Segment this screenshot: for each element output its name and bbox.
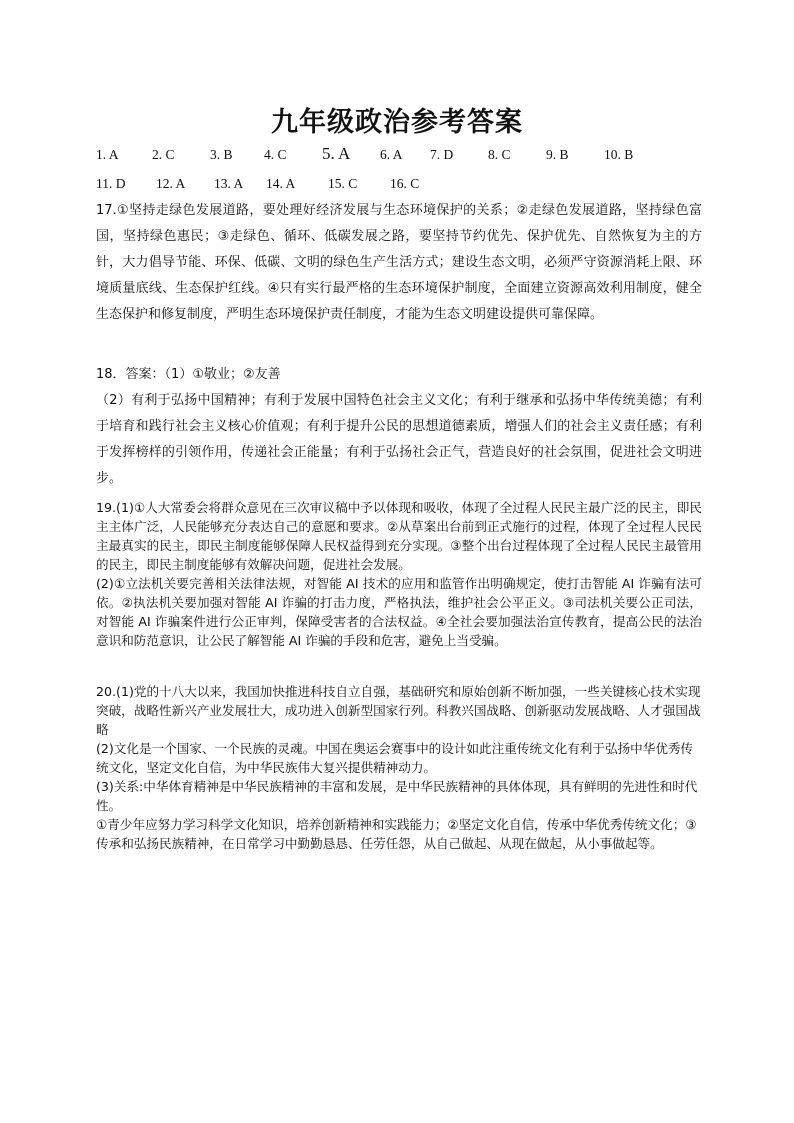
answer-item: 10. B [604, 147, 634, 162]
answer-20-part4: ①青少年应努力学习科学文化知识，培养创新精神和实践能力；②坚定文化自信，传承中华优秀传统文化；③传承和弘扬民族精神，在日常学习中勤勤恳恳、任劳任怨，从自己做起、从现在做起，从小事做起等。 [96, 817, 697, 851]
answer-item: 4. C [264, 147, 287, 162]
answer-item: 3. B [210, 147, 233, 162]
answer-19-part2: (2)①立法机关要完善相关法律法规，对智能 AI 技术的应用和监管作出明确规定，使打击智能 AI 诈骗有法可依。②执法机关要加强对智能 AI 诈骗的打击力度，严格执法，维护社会公平正义。③司法机关要公正司法，对智能 AI 诈骗案件进行公正审判，保障受害者的合法权益。④全社会要加强法治宣传教育，提高公民的法治意识和防范意识，让公民了解智能 AI 诈骗的手段和危害，避免上当受骗。 [96, 576, 702, 648]
answer-item: 11. D [96, 176, 126, 191]
answer-item: 2. C [152, 147, 175, 162]
answer-20-part3: (3)关系:中华体育精神是中华民族精神的丰富和发展，是中华民族精神的具体体现，具有鲜明的先进性和时代性。 [96, 779, 698, 813]
answer-item: 16. C [390, 176, 420, 191]
answer-19-part1: 19.(1)①人大常委会将群众意见在三次审议稿中予以体现和吸收，体现了全过程人民民主最广泛的民主，即民主主体广泛，人民能够充分表达自己的意愿和要求。②从草案出台前到正式施行的过程，体现了全过程人民民主最真实的民主，即民主制度能够保障人民权益得到充分实现。③整个出台过程体现了全过程人民民主最管用的民主，即民主制度能够有效解决问题，促进社会发展。 [96, 500, 702, 572]
answer-20-part1: 20.(1)党的十八大以来，我国加快推进科技自立自强，基础研究和原始创新不断加强，一些关键核心技术实现突破，战略性新兴产业发展壮大，成功进入创新型国家行列。科教兴国战略、创新驱动发展战略、人才强国战略 [96, 684, 701, 737]
answer-item: 14. A [266, 176, 296, 191]
answer-item: 9. B [546, 147, 569, 162]
answer-item: 12. A [156, 176, 186, 191]
answer-20-part2: (2)文化是一个国家、一个民族的灵魂。中国在奥运会赛事中的设计如此注重传统文化有利于弘扬中华优秀传统文化，坚定文化自信，为中华民族伟大复兴提供精神动力。 [96, 741, 694, 775]
answer-item: 6. A [380, 147, 403, 162]
answer-17: 17.①坚持走绿色发展道路，要处理好经济发展与生态环境保护的关系；②走绿色发展道路，坚持绿色富国，坚持绿色惠民；③走绿色、循环、低碳发展之路，要坚持节约优先、保护优先、自然恢复为主的方针，大力倡导节能、环保、低碳、文明的绿色生产生活方式；建设生态文明，必须严守资源消耗上限、环境质量底线、生态保护红线。④只有实行最严格的生态环境保护制度，全面建立资源高效利用制度，健全生态保护和修复制度，严明生态环境保护责任制度，才能为生态文明建设提供可靠保障。 [96, 203, 702, 322]
answer-18-part2: （2）有利于弘扬中国精神；有利于发展中国特色社会主义文化；有利于继承和弘扬中华传统美德；有利于培育和践行社会主义核心价值观；有利于提升公民的思想道德素质，增强人们的社会主义责任感；有利于发挥榜样的引领作用，传递社会正能量；有利于弘扬社会正气，营造良好的社会氛围，促进社会文明进步。 [96, 393, 702, 486]
answer-item: 5. A [322, 144, 351, 163]
answer-item: 15. C [328, 176, 358, 191]
page-title: 九年级政治参考答案 [271, 107, 523, 138]
answer-item: 1. A [96, 147, 119, 162]
answer-item: 7. D [430, 147, 454, 162]
answer-item: 13. A [214, 176, 244, 191]
answer-18-part1: 18．答案：（1）①敬业；②友善 [96, 367, 281, 382]
answer-item: 8. C [488, 147, 511, 162]
